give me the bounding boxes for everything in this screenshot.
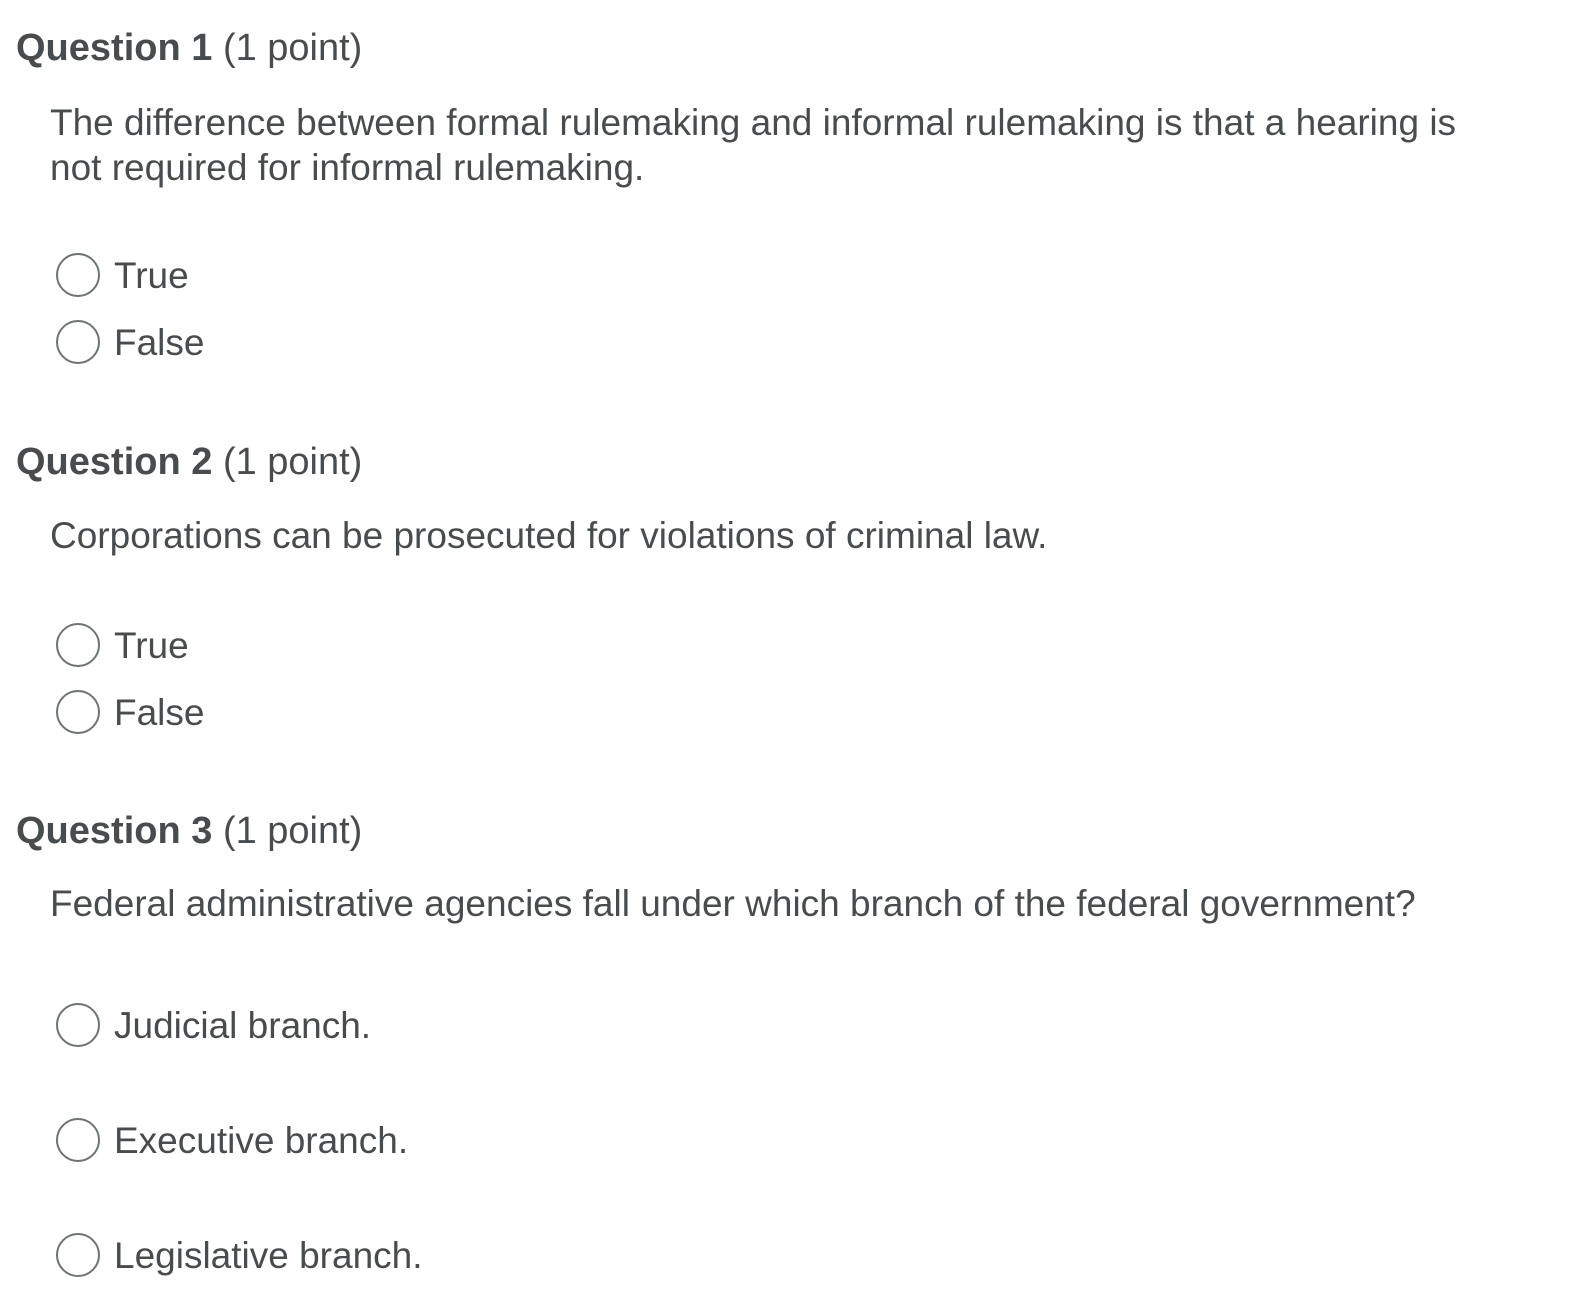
question-points: (1 point): [222, 810, 363, 852]
radio-button[interactable]: [56, 1233, 100, 1277]
radio-button[interactable]: [56, 1003, 100, 1047]
question-heading: [16, 808, 362, 854]
option-legislative[interactable]: [56, 1231, 423, 1279]
option-executive[interactable]: [56, 1116, 408, 1164]
question-heading: [16, 439, 362, 485]
radio-button[interactable]: [56, 623, 100, 667]
question-points: (1 point): [222, 27, 363, 69]
question-text: Federal administrative agencies fall under which branch of the federal government?: [50, 883, 1416, 924]
option-label: False: [114, 321, 205, 363]
option-judicial[interactable]: [56, 1001, 371, 1049]
question-points: (1 point): [222, 441, 363, 483]
option-false[interactable]: [56, 318, 204, 366]
option-label: Executive branch.: [114, 1119, 409, 1161]
option-true[interactable]: [56, 621, 189, 669]
question-text: Corporations can be prosecuted for violations of criminal law.: [50, 515, 1048, 556]
radio-button[interactable]: [56, 690, 100, 734]
question-number: Question 1: [16, 27, 213, 69]
option-false[interactable]: [56, 688, 204, 736]
question-number: Question 3: [16, 810, 213, 852]
option-label: True: [114, 624, 189, 666]
radio-button[interactable]: [56, 253, 100, 297]
option-label: Legislative branch.: [114, 1234, 423, 1276]
question-number: Question 2: [16, 441, 213, 483]
option-true[interactable]: [56, 251, 189, 299]
option-label: Judicial branch.: [114, 1004, 372, 1046]
question-heading: [16, 25, 362, 71]
radio-button[interactable]: [56, 320, 100, 364]
option-label: True: [114, 254, 189, 296]
option-label: False: [114, 691, 205, 733]
question-text: The difference between formal rulemaking and informal rulemaking is that a hearing is not required for informal rulemaking.: [50, 102, 1457, 188]
radio-button[interactable]: [56, 1118, 100, 1162]
